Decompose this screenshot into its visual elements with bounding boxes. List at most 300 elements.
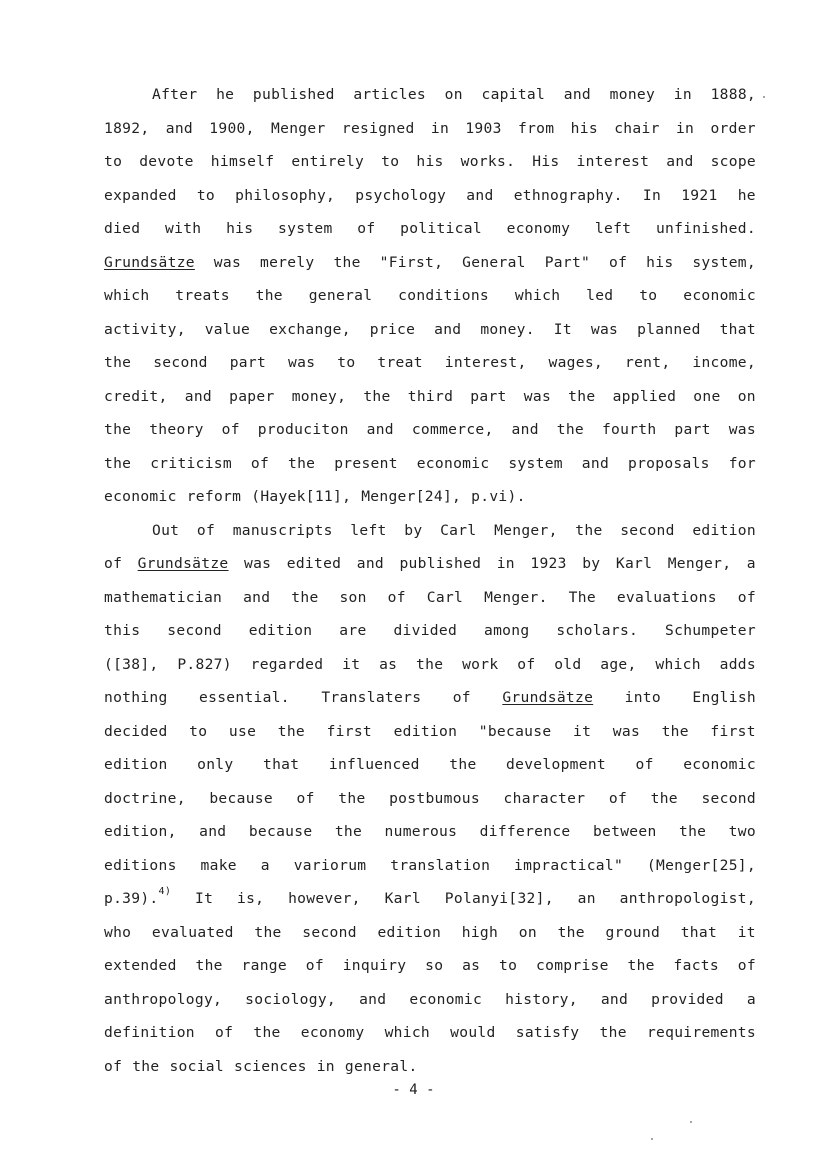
word: edition	[692, 521, 756, 539]
word: economy	[300, 1024, 365, 1041]
word: economic	[683, 287, 756, 304]
word: doctrine,	[104, 789, 186, 807]
word: order	[710, 119, 756, 137]
word: first	[710, 722, 756, 740]
word: applied	[612, 387, 677, 405]
word: the	[255, 287, 283, 304]
word: which	[514, 287, 561, 304]
word: he	[737, 186, 756, 204]
word: an	[577, 890, 596, 907]
word: scholars.	[556, 622, 639, 639]
word: comprise	[536, 957, 609, 974]
word: general.	[344, 1057, 418, 1075]
word: economic	[416, 454, 490, 472]
word: Translaters	[321, 689, 422, 706]
word: to	[499, 957, 518, 974]
page-number: - 4 -	[392, 1082, 435, 1098]
word: edition	[104, 756, 168, 773]
word: a	[746, 990, 756, 1008]
word: 1892,	[104, 119, 150, 137]
text-line	[104, 78, 756, 112]
word: and	[563, 86, 592, 103]
word: of	[517, 655, 536, 673]
word: the	[288, 454, 316, 472]
word: edited	[286, 555, 342, 572]
word: the	[678, 823, 707, 840]
word: anthropologist,	[619, 890, 756, 907]
word: part	[229, 354, 267, 371]
word: Polanyi[32],	[444, 890, 554, 907]
word: 1900,	[209, 119, 255, 137]
text-line	[104, 715, 756, 749]
word: 1923	[530, 555, 567, 572]
word: old	[554, 655, 582, 673]
word: by	[582, 555, 601, 572]
word: among	[483, 622, 530, 639]
text-line	[104, 815, 756, 849]
word: system,	[692, 253, 756, 271]
word: the	[254, 923, 282, 941]
word: his	[570, 119, 598, 137]
word: nothing	[104, 689, 168, 706]
word: adds	[719, 655, 756, 673]
word: first	[326, 722, 373, 740]
word: of	[296, 789, 315, 807]
word: political	[400, 220, 482, 237]
word: left	[594, 220, 632, 237]
text-line	[104, 681, 756, 715]
word: extended	[104, 957, 177, 974]
word: (Menger[25],	[646, 856, 756, 874]
word: sociology,	[245, 990, 337, 1008]
word: his	[646, 253, 674, 271]
word: ([38],	[104, 655, 159, 673]
word: make	[200, 856, 237, 874]
word: price	[369, 320, 416, 338]
text-line	[104, 413, 756, 447]
word: the	[575, 521, 603, 539]
word: system	[508, 454, 563, 472]
text-line	[104, 949, 756, 983]
word: second	[167, 622, 222, 639]
word: economic	[683, 756, 756, 773]
word: economic	[104, 488, 177, 505]
text-line	[104, 447, 756, 481]
word: the	[416, 655, 444, 673]
word: the	[334, 823, 363, 840]
word: psychology	[355, 186, 447, 204]
word: Karl	[384, 890, 421, 907]
word: the	[132, 1057, 160, 1075]
word: p.39).$^{4)}$	[104, 886, 172, 907]
word: the	[195, 957, 223, 974]
word: philosophy,	[235, 186, 336, 204]
word: between	[592, 823, 657, 840]
word: wages,	[548, 354, 604, 371]
word: in	[673, 86, 692, 103]
word: resigned	[341, 119, 415, 137]
text-line	[104, 1016, 756, 1050]
word: system	[278, 220, 333, 237]
word: high	[461, 923, 499, 941]
word: would	[450, 1024, 496, 1041]
word: and	[666, 153, 694, 170]
word: was	[612, 722, 641, 740]
text-line	[104, 179, 756, 213]
word: facts	[673, 957, 719, 974]
word: and	[184, 387, 212, 405]
text-line	[104, 246, 756, 280]
word: commerce,	[411, 421, 494, 438]
word: planned	[637, 320, 701, 338]
word: evaluated	[151, 923, 234, 941]
word: the	[338, 789, 366, 807]
text-line	[104, 514, 756, 548]
word: a	[260, 856, 270, 874]
word: postbumous	[389, 789, 480, 807]
word: the	[568, 387, 596, 405]
word: a	[746, 555, 756, 572]
word: numerous	[384, 823, 458, 840]
text-line	[104, 346, 756, 380]
scan-speck	[690, 1121, 692, 1123]
word: and	[199, 823, 227, 840]
word: translation	[390, 856, 491, 874]
word: treat	[377, 354, 423, 371]
word: from	[518, 119, 555, 137]
word: inquiry	[342, 957, 407, 974]
word: requirements	[646, 1024, 756, 1041]
word: and	[356, 555, 384, 572]
word: conditions	[398, 287, 490, 304]
word: decided	[104, 722, 168, 740]
word: Carl	[440, 521, 477, 539]
word: part	[674, 421, 711, 438]
word: the	[363, 387, 391, 405]
word: the	[650, 789, 678, 807]
word: p.vi).	[471, 488, 526, 505]
word: money.	[480, 320, 535, 338]
word: published	[399, 555, 482, 572]
word: regarded	[250, 655, 324, 673]
word: published	[252, 86, 335, 103]
word: capital	[481, 86, 546, 103]
word: ground	[605, 923, 661, 941]
word: of	[104, 1057, 123, 1075]
word: the	[104, 454, 132, 472]
word: that	[680, 923, 718, 941]
word: to	[381, 153, 400, 170]
word: in	[496, 555, 515, 572]
word: into	[624, 689, 661, 706]
text-line	[104, 849, 756, 883]
word: of	[250, 454, 270, 472]
word: fourth	[601, 421, 657, 438]
word: in	[675, 119, 695, 137]
word: it	[573, 722, 592, 740]
word: was	[244, 555, 272, 572]
word: chair	[614, 119, 660, 137]
word: works.	[460, 153, 516, 170]
word: the	[627, 957, 655, 974]
word: 1921	[681, 186, 718, 204]
word: the	[449, 756, 477, 773]
word: paper	[229, 387, 275, 405]
word: that	[263, 756, 300, 773]
word: "First,	[379, 253, 444, 271]
word: economic	[409, 990, 483, 1008]
word: P.827)	[177, 655, 232, 673]
word: development	[506, 756, 606, 773]
text-line	[104, 380, 756, 414]
word: this	[104, 622, 141, 639]
word: Grundsätze	[137, 555, 229, 572]
word: was	[288, 354, 316, 371]
word: second	[153, 354, 208, 371]
word: in	[430, 119, 450, 137]
word: of	[221, 421, 240, 438]
word: he	[216, 86, 235, 103]
word: of	[305, 957, 324, 974]
text-line	[104, 614, 756, 648]
word: money,	[291, 387, 347, 405]
word: articles	[353, 86, 427, 103]
word: one	[693, 387, 721, 405]
word: which	[104, 287, 150, 304]
word: interest,	[444, 354, 527, 371]
word: edition,	[104, 823, 177, 840]
word: his	[416, 153, 444, 170]
word: the	[253, 1024, 281, 1041]
word: it	[737, 923, 756, 941]
word: of	[608, 789, 628, 807]
word: Menger.	[484, 588, 548, 606]
word: expanded	[104, 186, 177, 204]
word: age,	[600, 655, 637, 673]
word: so	[425, 957, 444, 974]
text-line	[104, 581, 756, 615]
word: reform	[186, 488, 242, 505]
word: Menger	[271, 119, 326, 137]
word: Carl	[426, 588, 464, 606]
word: part	[470, 387, 507, 405]
word: with	[165, 220, 202, 237]
word: died	[104, 220, 141, 237]
word: After	[152, 86, 198, 103]
word: difference	[479, 823, 571, 840]
word: which	[655, 655, 701, 673]
text-line	[104, 145, 756, 179]
word: character	[503, 789, 586, 807]
text-line	[104, 916, 756, 950]
text-line	[104, 1050, 756, 1084]
word: anthropology,	[104, 990, 223, 1008]
word: "because	[478, 722, 552, 740]
word: second	[302, 923, 357, 941]
word: himself	[210, 153, 275, 170]
word: Schumpeter	[665, 622, 756, 639]
word: second	[620, 521, 675, 539]
word: rent,	[624, 354, 671, 371]
word: devote	[139, 153, 194, 170]
word: present	[334, 454, 398, 472]
word: the	[556, 421, 584, 438]
word: the	[333, 253, 361, 271]
word: Karl	[615, 555, 653, 572]
word: the	[277, 722, 306, 740]
text-line	[104, 748, 756, 782]
word: impractical"	[514, 856, 624, 874]
word: proposals	[627, 454, 710, 472]
word: and	[600, 990, 629, 1008]
word: mathematician	[104, 588, 223, 606]
word: it	[342, 655, 361, 673]
word: was	[213, 253, 242, 271]
word: definition	[104, 1024, 195, 1041]
word: of	[357, 220, 376, 237]
word: sciences	[233, 1057, 307, 1075]
word: manuscripts	[232, 521, 333, 539]
word: because	[248, 823, 313, 840]
word: satisfy	[515, 1024, 580, 1041]
word: which	[384, 1024, 430, 1041]
word: was	[523, 387, 552, 405]
word: third	[407, 387, 454, 405]
word: who	[104, 923, 132, 941]
word: general	[308, 287, 373, 304]
word: and	[243, 588, 271, 606]
scan-speck	[651, 1138, 653, 1140]
word: and	[366, 421, 394, 438]
word: two	[728, 823, 756, 840]
word: led	[586, 287, 614, 304]
word: and	[165, 119, 193, 137]
word: range	[241, 957, 287, 974]
word: merely	[259, 253, 315, 271]
word: theory	[149, 421, 204, 438]
word: scope	[710, 153, 756, 170]
word: and	[466, 186, 494, 204]
word: His	[532, 153, 560, 170]
word: money	[609, 86, 656, 103]
word: of	[196, 521, 216, 539]
word: ethnography.	[513, 186, 623, 204]
word: second	[701, 789, 756, 807]
text-line	[104, 112, 756, 146]
word: It	[195, 890, 214, 907]
text-line	[104, 212, 756, 246]
word: his	[226, 220, 254, 237]
word: is,	[237, 890, 265, 907]
text-line	[104, 782, 756, 816]
word: of	[737, 957, 756, 974]
word: Menger,	[494, 521, 558, 539]
word: criticism	[150, 454, 232, 472]
word: the	[661, 722, 689, 740]
word: income,	[692, 354, 756, 371]
word: In	[642, 186, 662, 204]
word: produciton	[257, 421, 349, 438]
word: It	[553, 320, 572, 338]
text-line	[104, 313, 756, 347]
word: entirely	[291, 153, 365, 170]
word: was	[590, 320, 619, 338]
word: the	[104, 421, 132, 438]
word: (Hayek[11],	[251, 488, 352, 505]
word: to	[196, 186, 216, 204]
word: as	[462, 957, 481, 974]
word: of	[104, 555, 123, 572]
word: of	[452, 689, 471, 706]
word: Out	[152, 521, 180, 539]
scan-speck	[763, 96, 765, 98]
word: the	[104, 354, 132, 371]
word: only	[197, 756, 234, 773]
word: and	[434, 320, 462, 338]
word: edition	[393, 722, 458, 740]
word: the	[557, 923, 585, 941]
word: on	[444, 86, 463, 103]
word: economy	[506, 220, 571, 237]
text-line	[104, 279, 756, 313]
word: the	[599, 1024, 627, 1041]
word: to	[639, 287, 658, 304]
word: Grundsätze	[104, 253, 195, 271]
word: son	[339, 588, 367, 606]
word: to	[104, 153, 123, 170]
text-line	[104, 547, 756, 581]
word: evaluations	[616, 588, 717, 606]
word: English	[692, 689, 756, 706]
word: history,	[505, 990, 578, 1008]
word: by	[404, 521, 423, 539]
word: Menger[24],	[361, 488, 462, 505]
word: essential.	[199, 689, 290, 706]
word: exchange,	[269, 320, 351, 338]
word: on	[518, 923, 537, 941]
text-line	[104, 882, 756, 916]
word: and	[511, 421, 539, 438]
word: 1888,	[710, 86, 756, 103]
word: edition	[377, 923, 442, 941]
word: edition	[248, 622, 313, 639]
word: to	[189, 722, 208, 740]
word: left	[350, 521, 387, 539]
word: variorum	[293, 856, 367, 874]
word: that	[719, 320, 756, 338]
word: Menger,	[667, 555, 732, 572]
word: the	[291, 588, 319, 606]
word: editions	[104, 856, 177, 874]
word: activity,	[104, 320, 186, 338]
word: of	[635, 756, 654, 773]
text-line	[104, 648, 756, 682]
word: because	[209, 789, 273, 807]
word: of	[609, 253, 628, 271]
word: to	[337, 354, 356, 371]
body-text	[104, 78, 756, 1083]
word: Grundsätze	[502, 689, 594, 706]
word: treats	[175, 287, 230, 304]
word: influenced	[328, 756, 420, 773]
word: provided	[651, 990, 724, 1008]
word: was	[728, 421, 756, 438]
word: interest	[576, 153, 650, 170]
word: credit,	[104, 387, 168, 405]
word: of	[737, 588, 756, 606]
word: unfinished.	[655, 220, 756, 237]
word: divided	[393, 622, 458, 639]
